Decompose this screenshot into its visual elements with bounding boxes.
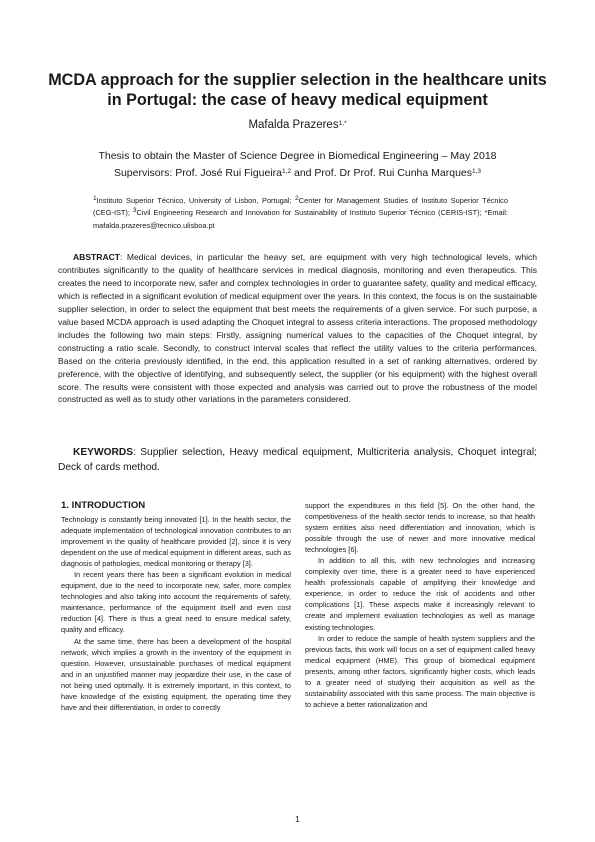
supervisor-2-marks: 1,3 (472, 168, 482, 175)
paper-title: MCDA approach for the supplier selection in the healthcare units in Portugal: the case of heavy medical equipment (48, 71, 547, 109)
supervisor-1-marks: 1,2 (282, 168, 292, 175)
page-number: 1 (295, 814, 300, 824)
paragraph: In recent years there has been a significant evolution in medical equipment, due to the need to incorporate new, safer, more complex technologies and also taking into account the requirements of safety, maintenance, performance of the equipment itself and even cost reduction [4]. There is thus a great need to ensure medical safety, quality and efficacy. (61, 570, 291, 635)
paragraph: In order to reduce the sample of health system suppliers and the previous facts, this work will focus on a set of equipment called heavy medical equipment (HME). This group of biomedical equipment presents, among other factors, significantly higher costs, which leads to a greater need of studying their acquisition as well as the sustainability associated with this same process. The main objective is to achieve a better rationalization and (305, 633, 535, 709)
affil-text-2: Center for Management Studies of Instituto Superior Técnico (CEG-IST); (93, 196, 508, 218)
paragraph: At the same time, there has been a development of the hospital network, which implies a growth in the inventory of the equipment in question. However, unsustainable purchases of medical equipment and in an unjustified manner may jeopardize their use, in the case of not being used optimally. It is extremely important, in this context, to have knowledge of the existing equipment, the operating time they have and their differentiation, in order to correctly (61, 636, 291, 712)
keywords-label: KEYWORDS (73, 447, 133, 458)
left-column (61, 500, 291, 713)
abstract-text: : Medical devices, in particular the heavy set, are equipment with very high technological levels, which contributes significantly to the quality of healthcare services in medical diagnosis, monitoring and even therapeutics. This creates the need to incorporate new, safer and complex technologies in order to guarantee safety, quality and medical efficacy, which is reflected in a significant evolution of medical equipment over the years. In this context, the focus is on the sustainable supplier selection, in order to select the equipment that best meets the requirements of a given service. For such purpose, a value based MCDA approach is used adapting the Choquet integral to assess criteria interactions. The proposed methodology includes the following two main steps: Firstly, assigning numerical values to the capacities of the Choquet integral, by constructing a ratio scale. Secondly, to construct interval scales that reflect the utility values to the criteria performances. Based on the criteria previously identified, in the end, this application resulted in a set of ranking alternatives, ordered by preference, with the objective of identifying, and subsequently select, the supplier (or his equipment) with the highest overall score. The results were consistent with those expected and analysis was carried out to prove the robustness of the model constructed as well as to study other variations in the parameters considered. (58, 252, 537, 405)
supervisors-prefix: Supervisors: Prof. José Rui Figueira (113, 167, 283, 179)
right-column (305, 500, 535, 710)
affil-text-1: Instituto Superior Técnico, University of Lisbon, Portugal; (96, 196, 296, 205)
affil-mark-2: 2 (295, 195, 299, 202)
abstract (58, 251, 537, 406)
paragraph: In addition to all this, with new technologies and increasing complexity over time, there is a greater need to have experienced health professionals capable of amplifying their knowledge and experience, in order to reduce the risk of accidents and other complications [1]. These aspects make it increasingly relevant to create and implement evaluation technologies as well as manage existing technologies. (305, 556, 535, 632)
author-marks: 1,* (338, 120, 347, 127)
paragraph: support the expenditures in this field [5]. On the other hand, the competitiveness of the health sector tends to increase, so that health system entities also need differentiation and innovation, which is possible through the use of newer and more innovative medical technologies [6]. (305, 501, 535, 555)
affiliations (93, 195, 508, 232)
affil-mark-3: 3 (132, 207, 137, 215)
paragraph: Technology is constantly being innovated [1]. In the health sector, the adequate implementation of technological innovation contributes to an improvement in the quality of healthcare provided [2], since it is very dependent on the use of medical equipment in different areas, such as diagnosis of pathologies, medical monitoring or therapy [3]. (61, 515, 291, 569)
abstract-label: ABSTRACT (73, 252, 121, 262)
supervisors-middle: and Prof. Dr Prof. Rui Cunha Marques (291, 167, 472, 179)
author-name: Mafalda Prazeres (248, 119, 339, 131)
section-heading: 1. INTRODUCTION (61, 500, 146, 511)
keywords-text: : Supplier selection, Heavy medical equipment, Multicriteria analysis, Choquet integral; Deck of cards method. (58, 447, 537, 474)
author-line (0, 119, 595, 131)
supervisors-line (0, 167, 595, 179)
affil-text-3: Civil Engineering Research and Innovation for Sustainability of Instituto Superior Técnico (CERIS-IST); *Email: mafalda.prazeres@tecnico.ulisboa.pt (93, 208, 508, 230)
affil-mark-1: 1 (93, 195, 97, 202)
thesis-line: Thesis to obtain the Master of Science Degree in Biomedical Engineering – May 2018 (98, 150, 497, 162)
keywords (58, 445, 537, 476)
